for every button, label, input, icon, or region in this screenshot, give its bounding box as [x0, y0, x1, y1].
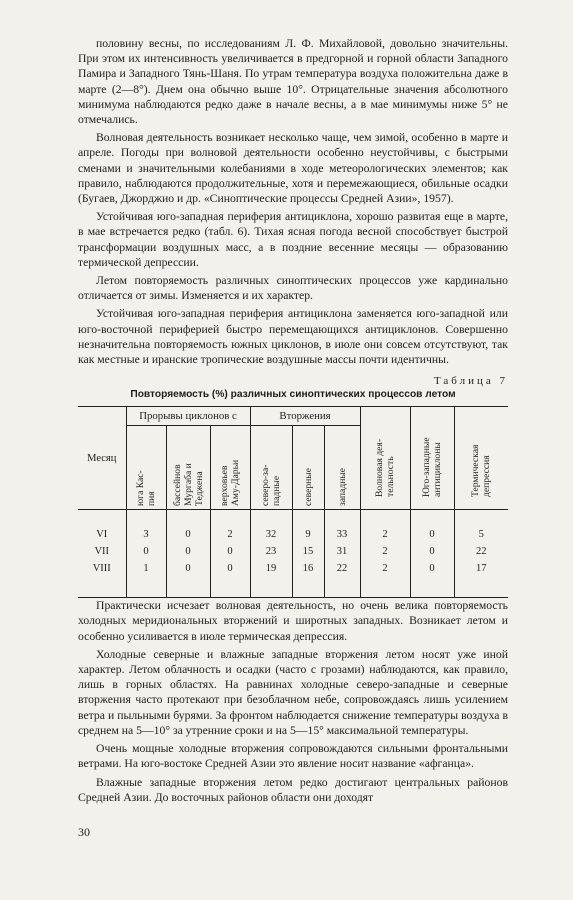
row-month: VI	[96, 529, 108, 541]
col-header-caspian: юга Кас- пия	[126, 426, 166, 510]
table-cell: 0	[166, 560, 210, 598]
table-label: Таблица 7	[433, 375, 508, 388]
paragraph: Влажные западные вторжения летом редко достигают центральных районов Средней Азии. До восточных районов области они доходят	[78, 775, 508, 804]
table-cell: 1	[126, 560, 166, 598]
group-invasions-header: Вторжения	[250, 407, 360, 426]
col-header-anticyclones: Юго-западные антициклоны	[410, 407, 454, 510]
table-cell: 0	[166, 543, 210, 560]
page-content	[78, 36, 508, 805]
col-header-amudarya: верховьев Аму-Дарьи	[210, 426, 250, 510]
col-header-northwest: северо-за- падные	[250, 426, 292, 510]
table-cell: 17	[454, 560, 508, 598]
table-cell: 22	[324, 560, 360, 598]
table-cell: 2	[210, 510, 250, 544]
table-cell: 9	[292, 510, 324, 544]
table-cell: 32	[250, 510, 292, 544]
col-header-murgab: бассейнов Мургаба и Теджена	[166, 426, 210, 510]
table-cell: 31	[324, 543, 360, 560]
table-cell: 33	[324, 510, 360, 544]
table-cell: 0	[210, 560, 250, 598]
col-month-header: Месяц	[78, 407, 126, 510]
col-header-west: западные	[324, 426, 360, 510]
row-month: VII	[94, 546, 110, 558]
col-header-depression: Термическая депрессия	[454, 407, 508, 510]
page-number: 30	[78, 825, 90, 839]
table-row	[78, 510, 508, 544]
table-cell: 0	[210, 543, 250, 560]
table-cell: 0	[166, 510, 210, 544]
table-cell: 23	[250, 543, 292, 560]
table-cell: 0	[126, 543, 166, 560]
paragraph: Устойчивая юго-западная периферия антициклона заменяется юго-западной или юго-восточной периферией быстро перемещающихся антициклонов. Совершенно незначительна повторяемость южных циклонов, в июле они совсем отсутствуют, так как местные и иранские тропические воздушные массы почти идентичны.	[78, 307, 508, 367]
table-cell: 2	[360, 510, 410, 544]
table-cell: 19	[250, 560, 292, 598]
paragraph: Практически исчезает волновая деятельность, но очень велика повторяемость холодных меридиональных вторжений и широтных западных. Возникает летом и особенно усиливается в июле термическая депрессия.	[78, 599, 508, 643]
col-header-north: северные	[292, 426, 324, 510]
table-cell: 0	[410, 543, 454, 560]
table-row	[78, 560, 508, 598]
group-cyclones-header: Прорывы циклонов с	[126, 407, 250, 426]
table-cell: 3	[126, 510, 166, 544]
table-title: Повторяемость (%) различных синоптических процессов летом	[130, 389, 456, 401]
col-header-wave: Волновая дея- тельность	[360, 407, 410, 510]
paragraph: Летом повторяемость различных синоптических процессов уже кардинально отличается от зимы. Изменяется и их характер.	[78, 274, 508, 303]
paragraph: Устойчивая юго-западная периферия антициклона, хорошо развитая еще в марте, в мае встречается редко (табл. 6). Тихая ясная погода весной способствует быстрой трансформации воздушных масс, а в поздние весенние месяцы — образованию термической депрессии.	[78, 210, 508, 269]
table-cell: 15	[292, 543, 324, 560]
table-cell: 22	[454, 543, 508, 560]
paragraph: Волновая деятельность возникает несколько чаще, чем зимой, особенно в марте и апреле. Погоды при волновой деятельности особенно неустойчивы, с быстрыми сменами и значительными колебаниями в ходе метеорологических элементов; как правило, наблюдаются продолжительные, хотя и перемежающиеся, обильные осадки (Бугаев, Джорджио и др. «Синоптические процессы Средней Азии», 1957).	[78, 131, 508, 206]
table-cell: 0	[410, 560, 454, 598]
paragraph: Очень мощные холодные вторжения сопровождаются сильными фронтальными ветрами. На юго-востоке Средней Азии это явление носит название «афганца».	[78, 742, 508, 771]
table-cell: 2	[360, 560, 410, 598]
table-cell: 2	[360, 543, 410, 560]
table-cell: 0	[410, 510, 454, 544]
row-month: VIII	[78, 560, 126, 598]
table-row	[78, 543, 508, 560]
synoptic-table	[78, 406, 508, 598]
paragraph: Холодные северные и влажные западные вторжения летом носят уже иной характер. Летом облачность и осадки (часто с грозами) наблюдаются, как правило, лишь в горных областях. На равнинах холодные северо-западные и северные вторжения часто протекают при безоблачном небе, сопровождаясь лишь усилением ветра и пыльными бурями. За фронтом наблюдается снижение температуры воздуха в среднем на 5—10° за утренние сроки и на 5—15° максимальной температуры.	[78, 647, 508, 737]
paragraph: половину весны, по исследованиям Л. Ф. Михайловой, довольно значительны. При этом их интенсивность увеличивается в предгорной и горной области Западного Памира и Западного Тянь-Шаня. По утрам температура воздуха положительна даже в марте (2—8°). Днем она обычно выше 10°. Отрицательные значения абсолютного минимума наблюдаются редко даже в начале весны, а в мае минимумы ниже 5° не отмечались.	[78, 37, 508, 127]
table-cell: 16	[292, 560, 324, 598]
table-cell: 5	[454, 510, 508, 544]
